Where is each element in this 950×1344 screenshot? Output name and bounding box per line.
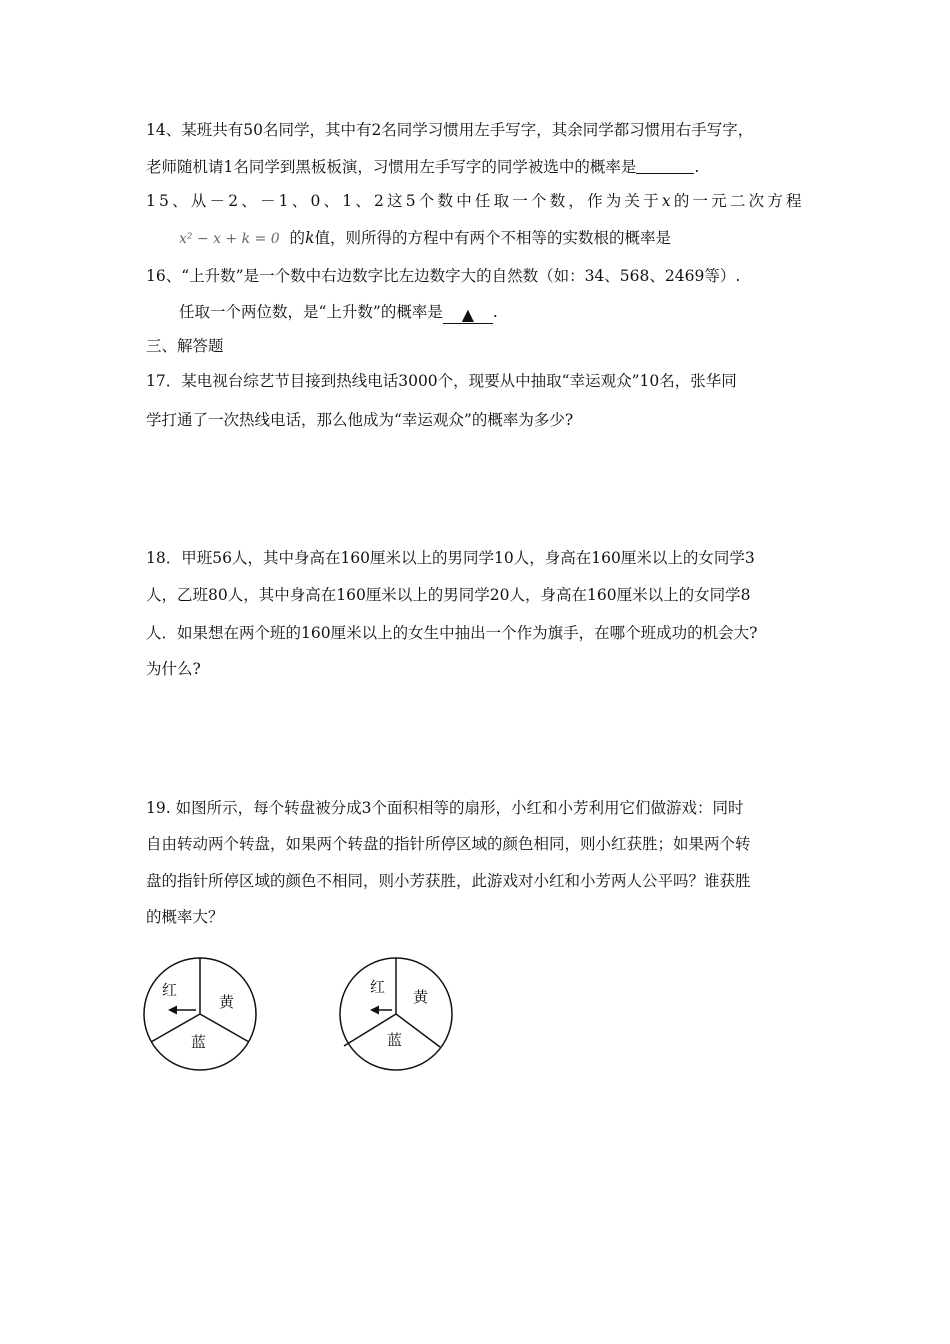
section-heading: 三、解答题 <box>146 337 224 355</box>
q15-line-1 <box>146 191 805 211</box>
q14-answer-blank <box>636 157 694 174</box>
q14-line-2 <box>146 157 699 177</box>
spinner-1-divider-right <box>200 1014 249 1042</box>
q19-line-3: 盘的指针所停区域的颜色不相同，则小芳获胜，此游戏对小红和小芳两人公平吗？谁获胜 <box>146 872 751 890</box>
q18-line-1: 18．甲班56人，其中身高在160厘米以上的男同学10人，身高在160厘米以上的女同学3 <box>146 549 755 567</box>
spinner-1-blue: 蓝 <box>191 1033 207 1051</box>
q19-line-4: 的概率大？ <box>146 908 224 926</box>
q18-line-4: 为什么? <box>146 660 201 678</box>
q15-var-k: k <box>305 229 315 247</box>
q15-var-x: x <box>661 192 674 210</box>
q16-period: . <box>492 303 498 321</box>
q18-line-3: 人．如果想在两个班的160厘米以上的女生中抽出一个作为旗手，在哪个班成功的机会大? <box>146 624 758 642</box>
q19-line-2: 自由转动两个转盘，如果两个转盘的指针所停区域的颜色相同，则小红获胜；如果两个转 <box>146 835 751 853</box>
q16-line-1: 16、“上升数”是一个数中右边数字比左边数字大的自然数（如：34、568、2469等）. <box>146 267 741 285</box>
q14-period: . <box>694 158 700 176</box>
spinner-1-red: 红 <box>162 981 178 999</box>
q15-formula: x² − x + k = 0 <box>179 231 280 247</box>
spinner-2-red: 红 <box>370 978 386 996</box>
spinner-2-arrow-icon <box>370 1006 379 1015</box>
triangle-icon: ▲ <box>461 305 475 324</box>
q19-line-1: 19. 如图所示，每个转盘被分成3个面积相等的扇形，小红和小芳利用它们做游戏：同时 <box>146 799 744 817</box>
spinner-2-yellow: 黄 <box>413 988 429 1006</box>
q17-line-1: 17．某电视台综艺节目接到热线电话3000个，现要从中抽取“幸运观众”10名，张华同 <box>146 372 737 390</box>
q16-line-2 <box>179 302 498 324</box>
q14-text: 老师随机请1名同学到黑板板演，习惯用左手写字的同学被选中的概率是 <box>146 158 637 176</box>
spinner-2 <box>336 958 466 1074</box>
q16-text: 任取一个两位数，是“上升数”的概率是 <box>179 303 443 321</box>
spinner-1 <box>140 958 270 1074</box>
q16-answer-blank <box>443 305 493 324</box>
q14-line-1: 14、某班共有50名同学，其中有2名同学习惯用左手写字，其余同学都习惯用右手写字， <box>146 121 754 139</box>
q17-line-2: 学打通了一次热线电话，那么他成为“幸运观众”的概率为多少? <box>146 411 574 429</box>
spinner-1-yellow: 黄 <box>219 993 235 1011</box>
q15-text-rest: 值，则所得的方程中有两个不相等的实数根的概率是 <box>314 229 671 247</box>
q15-text-before: 15、从－2、－1、0、1、2这5个数中任取一个数，作为关于 <box>146 192 662 210</box>
spinner-2-divider-right <box>396 1014 440 1047</box>
q15-text-de: 的 <box>289 229 306 247</box>
spinner-1-arrow-icon <box>168 1006 177 1015</box>
spinner-2-blue: 蓝 <box>387 1031 403 1049</box>
q15-line-2 <box>179 228 671 249</box>
q18-line-2: 人，乙班80人，其中身高在160厘米以上的男同学20人，身高在160厘米以上的女同学8 <box>146 586 751 604</box>
q15-text-after: 的一元二次方程 <box>673 192 805 210</box>
